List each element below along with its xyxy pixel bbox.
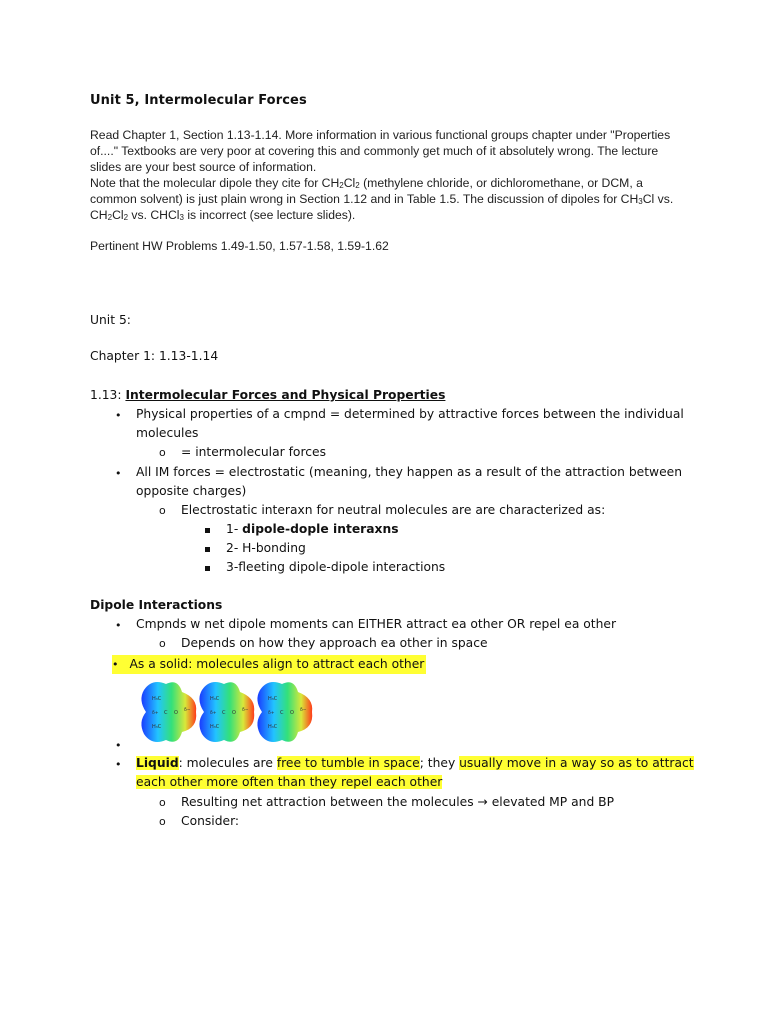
sub-bullet-im-forces: = intermolecular forces [181, 445, 326, 459]
sub-bullet-icon: o [159, 815, 166, 828]
chapter-heading: Chapter 1: 1.13-1.14 [90, 349, 219, 363]
methyl-label: H₃C [152, 724, 162, 730]
delta-minus-label: δ− [300, 708, 307, 713]
unit-heading: Unit 5: [90, 313, 131, 327]
document-title: Unit 5, Intermolecular Forces [90, 93, 307, 108]
delta-minus-label: δ− [184, 708, 191, 713]
bullet-icon: • [115, 619, 122, 632]
bullet-physical-properties-cont: molecules [136, 426, 199, 440]
carbon-label: C [222, 710, 226, 716]
reading-note: Read Chapter 1, Section 1.13-1.14. More information in various functional groups chapter under "Properties of...." Textbooks are very poor at covering this and commonly get much of it absolutely wrong. The lecture slides are your best source of information. [90, 128, 671, 174]
oxygen-label: O [232, 710, 236, 716]
sub-bullet-consider: Consider: [181, 814, 240, 828]
delta-plus-label: δ+ [210, 711, 217, 716]
sub-bullet-icon: o [159, 446, 166, 459]
sub-bullet-icon: o [159, 504, 166, 517]
item-h-bonding: 2- H-bonding [226, 541, 306, 555]
dipole-interactions-heading: Dipole Interactions [90, 598, 223, 612]
sub-bullet-electrostatic-interaxn: Electrostatic interaxn for neutral molecules are are characterized as: [181, 503, 606, 517]
item-fleeting-dipole: 3-fleeting dipole-dipole interactions [226, 560, 446, 574]
bullet-net-dipole: Cmpnds w net dipole moments can EITHER attract ea other OR repel ea other [136, 617, 617, 631]
sub-bullet-icon: o [159, 637, 166, 650]
methyl-label: H₃C [152, 696, 162, 702]
bullet-icon: • [115, 758, 122, 771]
delta-minus-label: δ− [242, 708, 249, 713]
methyl-label: H₃C [268, 696, 278, 702]
sub-bullet-net-attraction: Resulting net attraction between the molecules → elevated MP and BP [181, 795, 615, 809]
bullet-electrostatic: All IM forces = electrostatic (meaning, they happen as a result of the attraction between [136, 465, 682, 479]
intro-paragraph [90, 127, 690, 223]
bullet-liquid-cont: each other more often than they repel each other [136, 775, 443, 789]
bullet-icon: • [115, 739, 122, 752]
bullet-icon: • [115, 467, 122, 480]
carbon-label: C [280, 710, 284, 716]
bullet-icon: • [115, 409, 122, 422]
oxygen-label: O [290, 710, 294, 716]
bullet-electrostatic-cont: opposite charges) [136, 484, 247, 498]
square-bullet-icon [205, 547, 210, 552]
methyl-label: H₃C [210, 696, 220, 702]
section-heading: 1.13: Intermolecular Forces and Physical Properties [90, 388, 446, 402]
sub-bullet-icon: o [159, 796, 166, 809]
methyl-label: H₃C [268, 724, 278, 730]
hw-problems: Pertinent HW Problems 1.49-1.50, 1.57-1.58, 1.59-1.62 [90, 239, 389, 253]
oxygen-label: O [174, 710, 178, 716]
carbon-label: C [164, 710, 168, 716]
molecule-2 [199, 682, 254, 742]
bullet-physical-properties: Physical properties of a cmpnd = determined by attractive forces between the individual [136, 407, 684, 421]
bullet-liquid: Liquid: molecules are free to tumble in space; they usually move in a way so as to attract [136, 756, 694, 770]
molecule-potential-maps [138, 676, 318, 748]
sub-bullet-approach: Depends on how they approach ea other in space [181, 636, 488, 650]
bullet-solid-highlighted: • As a solid: molecules align to attract each other [112, 655, 426, 674]
dipole-note: Note that the molecular dipole they cite for $CH_2Cl_2$ (methylene chloride, or dichloromethane, or DCM, a common solvent) is just plain wrong in Section 1.12 and in Table 1.5. The discussion of dipoles for $CH_3Cl$ vs. $CH_2Cl_2$ vs. CHCl$_3$ is incorrect (see lecture slides). [90, 176, 674, 222]
section-title: Intermolecular Forces and Physical Properties [125, 388, 446, 402]
square-bullet-icon [205, 566, 210, 571]
molecule-3 [257, 682, 312, 742]
methyl-label: H₃C [210, 724, 220, 730]
delta-plus-label: δ+ [268, 711, 275, 716]
item-dipole-dipole: 1- dipole-dople interaxns [226, 522, 399, 536]
delta-plus-label: δ+ [152, 711, 159, 716]
molecule-1 [141, 682, 196, 742]
square-bullet-icon [205, 528, 210, 533]
